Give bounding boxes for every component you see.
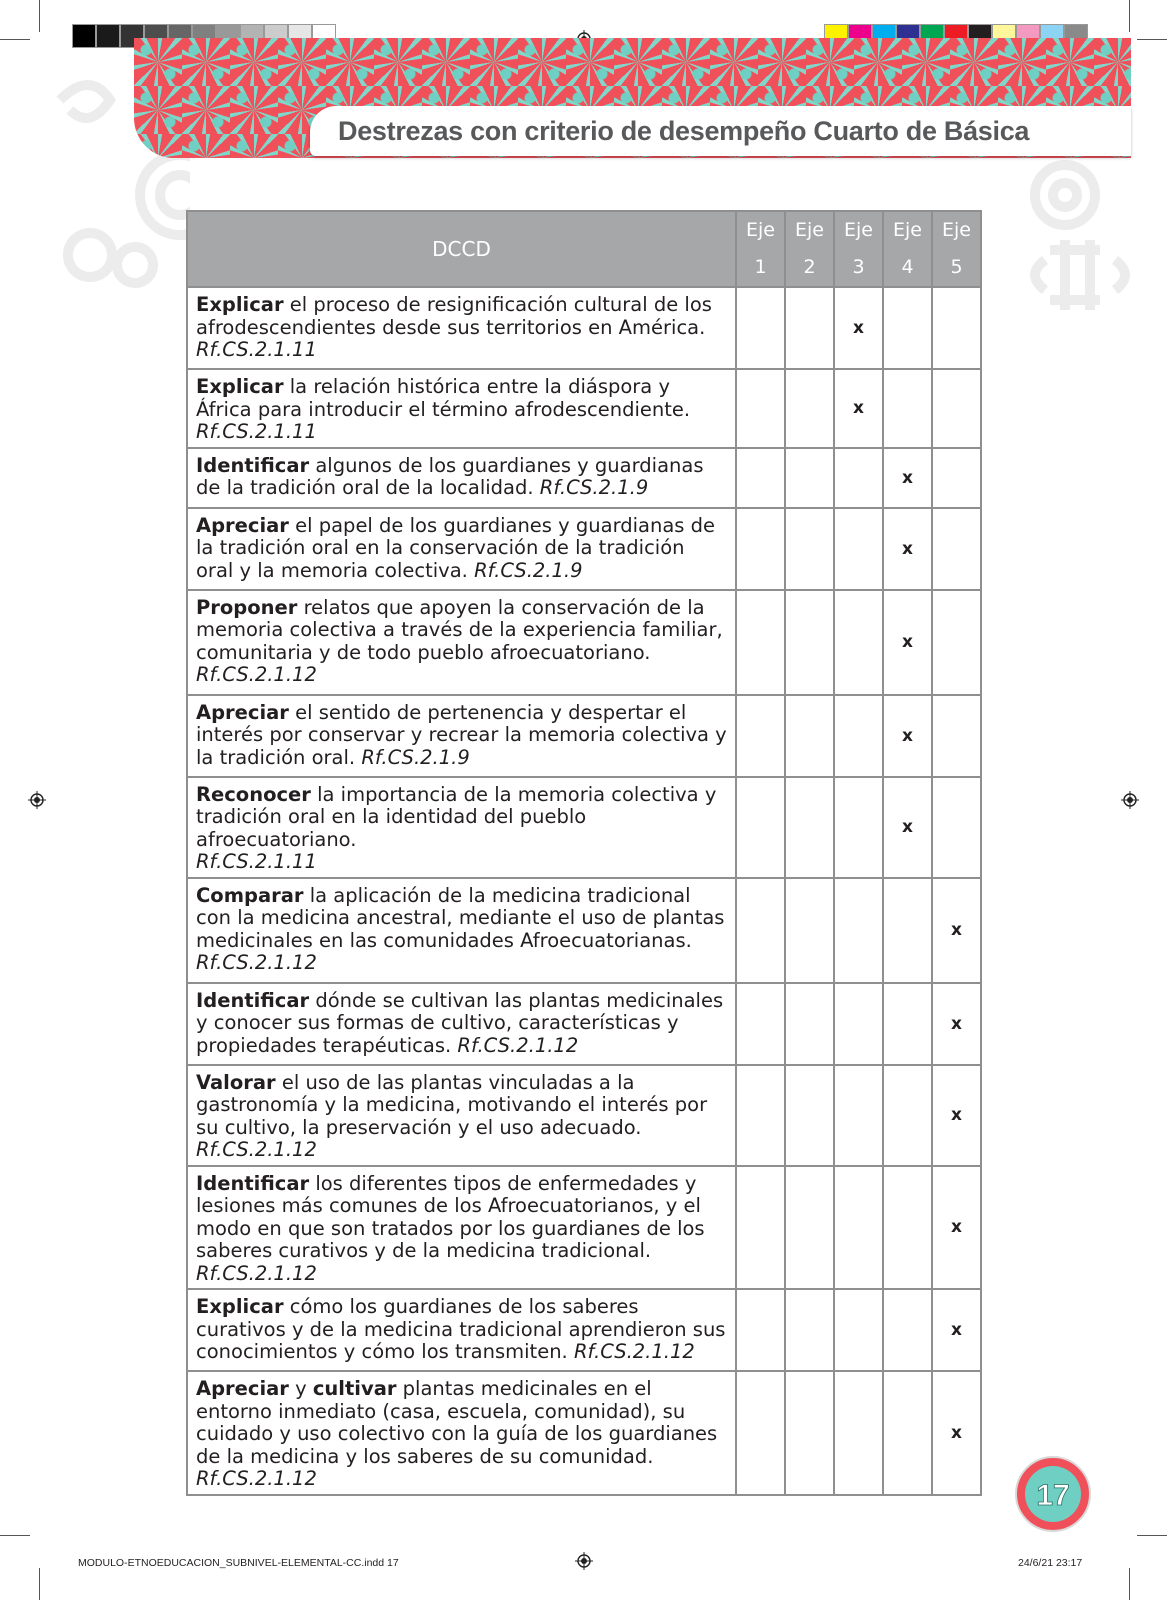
action-verb: cultivar (312, 1377, 397, 1400)
table-row (187, 1166, 981, 1290)
table-row (187, 1371, 981, 1495)
action-verb: Reconocer (196, 782, 311, 806)
eje-column-header (785, 211, 834, 287)
action-verb: Explicar (196, 375, 284, 398)
description-text: la importancia de la memoria colectiva y tradición oral en la identidad del pueblo afroecuatoriano. (196, 782, 717, 851)
reference-code: Rf.CS.2.1.12 (196, 1138, 317, 1161)
eje-cell (932, 1371, 981, 1495)
page-number: 17 (1036, 1479, 1070, 1512)
eje-cell (932, 1065, 981, 1166)
eje-number: 4 (901, 256, 914, 278)
action-verb: Proponer (196, 595, 298, 619)
reference-code: Rf.CS.2.1.12 (196, 1467, 317, 1490)
table-row (187, 448, 981, 508)
registration-mark-icon (1121, 791, 1139, 809)
check-mark: x (902, 632, 913, 652)
reference-code: Rf.CS.2.1.11 (196, 850, 317, 873)
description-text: la aplicación de la medicina tradicional con la medicina ancestral, mediante el uso de plantas medicinales en las comunidades Afroecuatorianas. (196, 883, 725, 952)
eje-cell (883, 590, 932, 695)
eje-cell (932, 1166, 981, 1290)
registration-mark-icon (28, 791, 46, 809)
dccd-description (187, 1166, 736, 1290)
eje-cell (785, 1065, 834, 1166)
eje-cell (785, 777, 834, 878)
dccd-description (187, 508, 736, 590)
crop-mark (0, 1535, 30, 1536)
eje-cell (736, 1371, 785, 1495)
description-text: y (288, 1377, 313, 1400)
eje-cell (736, 508, 785, 590)
eje-column-header (932, 211, 981, 287)
eje-cell (785, 590, 834, 695)
check-mark: x (902, 725, 913, 746)
eje-cell (834, 1289, 883, 1371)
eje-label: Eje (844, 219, 873, 241)
eje-number: 1 (754, 256, 767, 278)
description-text: los diferentes tipos de enfermedades y lesiones más comunes de los Afroecuatorianos, y el modo en que son tratados por los guardianes de los saberes curativos y de la medicina tradicional. (196, 1171, 705, 1262)
eje-cell (736, 878, 785, 983)
eje-cell (785, 369, 834, 448)
registration-mark-icon (575, 1552, 593, 1570)
reference-code: Rf.CS.2.1.12 (196, 663, 317, 686)
eje-cell (883, 1289, 932, 1371)
eje-cell (932, 777, 981, 878)
dccd-description (187, 983, 736, 1065)
check-mark: x (951, 920, 962, 940)
reference-code: Rf.CS.2.1.12 (457, 1033, 579, 1057)
table-row (187, 1289, 981, 1371)
description-text: la relación histórica entre la diáspora y África para introducir el término afrodescendiente. (196, 375, 691, 421)
action-verb: Valorar (196, 1070, 276, 1094)
eje-cell (736, 695, 785, 777)
description-text: el proceso de resignificación cultural de los afrodescendientes desde sus territorios en América. (196, 293, 712, 339)
eje-cell (883, 369, 932, 448)
check-mark: x (902, 467, 913, 488)
action-verb: Comparar (196, 883, 304, 907)
eje-label: Eje (942, 219, 971, 241)
eje-column-header (883, 211, 932, 287)
dccd-description (187, 1371, 736, 1495)
dccd-description (187, 287, 736, 369)
eje-column-header (834, 211, 883, 287)
action-verb: Explicar (196, 293, 284, 316)
dccd-description (187, 448, 736, 508)
table-row (187, 695, 981, 777)
description-text: el papel de los guardianes y guardianas de la tradición oral en la conservación de la tradición oral y la memoria colectiva. (196, 513, 716, 582)
eje-cell (932, 590, 981, 695)
table-row (187, 287, 981, 369)
eje-cell (932, 508, 981, 590)
reference-code: Rf.CS.2.1.11 (196, 338, 317, 361)
table-row (187, 878, 981, 983)
eje-cell (785, 878, 834, 983)
check-mark: x (951, 1320, 962, 1340)
eje-cell (834, 369, 883, 448)
eje-cell (736, 369, 785, 448)
eje-column-header (736, 211, 785, 287)
dccd-description (187, 878, 736, 983)
crop-mark (1129, 0, 1130, 32)
eje-cell (883, 983, 932, 1065)
crop-mark (39, 0, 40, 32)
table-row (187, 369, 981, 448)
reference-code: Rf.CS.2.1.12 (196, 1261, 317, 1285)
eje-cell (834, 777, 883, 878)
eje-cell (883, 508, 932, 590)
eje-cell (883, 777, 932, 878)
eje-label: Eje (893, 219, 922, 241)
eje-cell (736, 1166, 785, 1290)
dccd-description (187, 777, 736, 878)
check-mark: x (853, 318, 864, 338)
eje-cell (785, 1371, 834, 1495)
dccd-description (187, 1065, 736, 1166)
eje-cell (736, 448, 785, 508)
table-body (187, 287, 981, 1495)
eje-cell (932, 878, 981, 983)
check-mark: x (951, 1217, 962, 1238)
check-mark: x (951, 1013, 962, 1034)
eje-cell (785, 1289, 834, 1371)
eje-cell (883, 695, 932, 777)
eje-cell (834, 1166, 883, 1290)
eje-cell (834, 287, 883, 369)
dccd-table (186, 210, 982, 1496)
eje-label: Eje (795, 219, 824, 241)
table-header-row (187, 211, 981, 287)
dccd-column-header: DCCD (187, 211, 736, 287)
eje-cell (932, 287, 981, 369)
crop-mark (1137, 39, 1167, 40)
eje-cell (883, 448, 932, 508)
eje-cell (736, 983, 785, 1065)
action-verb: Explicar (196, 1295, 284, 1318)
check-mark: x (853, 398, 864, 419)
eje-cell (785, 287, 834, 369)
crop-mark (39, 1568, 40, 1600)
check-mark: x (951, 1105, 962, 1125)
description-text: el sentido de pertenencia y despertar el interés por conservar y recrear la memoria colectiva y la tradición oral. (196, 700, 727, 769)
reference-code: Rf.CS.2.1.9 (361, 745, 470, 769)
action-verb: Identificar (196, 988, 310, 1012)
description-text: el uso de las plantas vinculadas a la gastronomía y la medicina, motivando el interés por su cultivo, la preservación y el uso adecuado. (196, 1070, 708, 1139)
eje-cell (883, 1371, 932, 1495)
eje-cell (932, 1289, 981, 1371)
dccd-description (187, 590, 736, 695)
eje-cell (932, 695, 981, 777)
eje-cell (785, 448, 834, 508)
dccd-description (187, 369, 736, 448)
eje-cell (932, 448, 981, 508)
description-text: cómo los guardianes de los saberes curativos y de la medicina tradicional aprendieron sus conocimientos y cómo los transmiten. (196, 1295, 726, 1363)
table-row (187, 777, 981, 878)
reference-code: Rf.CS.2.1.12 (196, 951, 317, 974)
action-verb: Apreciar (196, 1377, 289, 1400)
reference-code: Rf.CS.2.1.11 (196, 420, 317, 443)
reference-code: Rf.CS.2.1.12 (573, 1340, 695, 1363)
table-row (187, 508, 981, 590)
eje-cell (932, 983, 981, 1065)
eje-cell (932, 369, 981, 448)
dccd-description (187, 1289, 736, 1371)
table-row (187, 1065, 981, 1166)
eje-cell (834, 1065, 883, 1166)
action-verb: Apreciar (196, 700, 289, 724)
eje-cell (834, 448, 883, 508)
check-mark: x (902, 538, 913, 559)
eje-cell (785, 1166, 834, 1290)
check-mark: x (902, 817, 913, 837)
title-strip (310, 106, 1131, 156)
footer-date: 24/6/21 23:17 (1018, 1557, 1083, 1569)
eje-cell (834, 590, 883, 695)
eje-cell (834, 508, 883, 590)
dccd-description (187, 695, 736, 777)
eje-cell (736, 1065, 785, 1166)
crop-mark (1129, 1568, 1130, 1600)
eje-cell (834, 1371, 883, 1495)
eje-number: 2 (803, 256, 816, 278)
description-text: algunos de los guardianes y guardianas de la tradición oral de la localidad. (196, 453, 704, 499)
description-text: relatos que apoyen la conservación de la memoria colectiva a través de la experiencia familiar, comunitaria y de todo pueblo afroecuatoriano. (196, 595, 723, 664)
eje-cell (785, 695, 834, 777)
eje-cell (883, 1166, 932, 1290)
table-row (187, 983, 981, 1065)
decorative-symbol-icon (1005, 160, 1135, 340)
eje-cell (736, 287, 785, 369)
eje-cell (736, 590, 785, 695)
eje-cell (883, 287, 932, 369)
eje-cell (736, 1289, 785, 1371)
eje-cell (883, 878, 932, 983)
action-verb: Identificar (196, 453, 310, 477)
reference-code: Rf.CS.2.1.9 (474, 558, 583, 582)
table-row (187, 590, 981, 695)
footer-file-name: MODULO-ETNOEDUCACION_SUBNIVEL-ELEMENTAL-CC.indd 17 (78, 1557, 399, 1569)
description-text: dónde se cultivan las plantas medicinales y conocer sus formas de cultivo, características y propiedades terapéuticas. (196, 988, 724, 1057)
eje-number: 5 (950, 256, 963, 278)
eje-cell (834, 983, 883, 1065)
check-mark: x (951, 1422, 962, 1443)
page-number-badge (1014, 1455, 1092, 1533)
description-text: plantas medicinales en el entorno inmediato (casa, escuela, comunidad), su cuidado y uso colectivo con la guía de los guardianes de la medicina y los saberes de su comunidad. (196, 1377, 718, 1468)
eje-cell (883, 1065, 932, 1166)
eje-cell (834, 878, 883, 983)
reference-code: Rf.CS.2.1.9 (539, 476, 649, 499)
eje-cell (785, 508, 834, 590)
action-verb: Identificar (196, 1171, 310, 1195)
page-title: Destrezas con criterio de desempeño Cuarto de Básica (338, 115, 1030, 146)
eje-cell (834, 695, 883, 777)
action-verb: Apreciar (196, 513, 289, 537)
crop-mark (1137, 1535, 1167, 1536)
eje-label: Eje (746, 219, 775, 241)
eje-number: 3 (852, 256, 865, 278)
crop-mark (0, 39, 30, 40)
eje-cell (785, 983, 834, 1065)
eje-cell (736, 777, 785, 878)
